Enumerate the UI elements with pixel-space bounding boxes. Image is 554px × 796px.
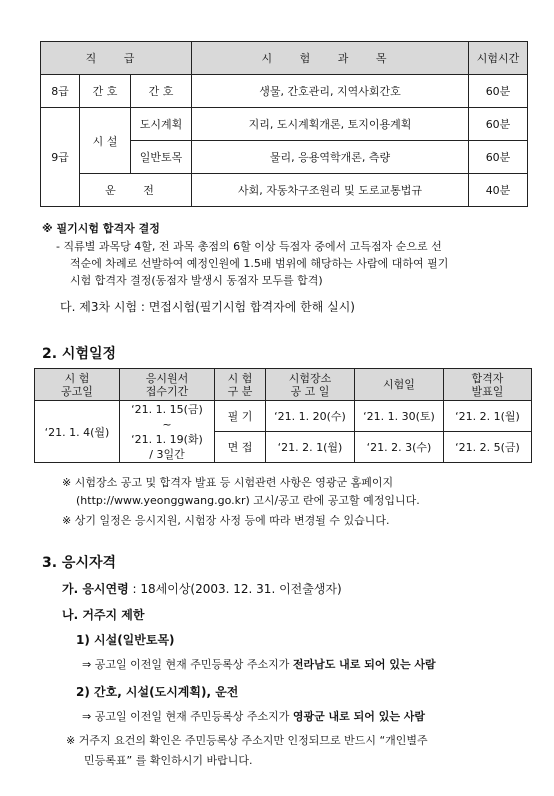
cell-time: 60분 — [469, 141, 528, 174]
residence-item-text: ⇒ 공고일 이전일 현재 주민등록상 주소지가 전라남도 내로 되어 있는 사람 — [82, 658, 436, 671]
cell-group: 시 설 — [80, 108, 131, 174]
table-row — [41, 174, 528, 207]
residence-item-title: 1) 시설(일반토목) — [76, 633, 175, 647]
table-row — [35, 401, 532, 432]
cell-field: 간 호 — [131, 75, 192, 108]
header-result-date: 합격자 발표일 — [444, 369, 532, 401]
cell-result-date: ‘21. 2. 5(금) — [444, 432, 532, 463]
cell-group: 운 전 — [80, 174, 192, 207]
cell-time: 60분 — [469, 108, 528, 141]
cell-result-date: ‘21. 2. 1(월) — [444, 401, 532, 432]
table-row — [41, 108, 528, 141]
table-row — [41, 75, 528, 108]
header-venue-date: 시험장소 공 고 일 — [266, 369, 355, 401]
residence-note: ※ 거주지 요건의 확인은 주민등록상 주소지만 인정되므로 반드시 “개인별주 — [66, 734, 428, 747]
cell-subjects: 지리, 도시계획개론, 토지이용계획 — [192, 108, 469, 141]
cell-venue-date: ‘21. 2. 1(월) — [266, 432, 355, 463]
header-notice-date: 시 험 공고일 — [35, 369, 120, 401]
cell-type: 면 접 — [215, 432, 266, 463]
cell-time: 60분 — [469, 75, 528, 108]
section-title-qualification: 3. 응시자격 — [42, 555, 117, 571]
cell-notice-date: ‘21. 1. 4(월) — [35, 401, 120, 463]
written-exam-note-line: 시험 합격자 결정(동점자 발생시 동점자 모두를 합격) — [70, 274, 323, 287]
cell-group: 간 호 — [80, 75, 131, 108]
cell-type: 필 기 — [215, 401, 266, 432]
header-type: 시 험 구 분 — [215, 369, 266, 401]
residence-item-title: 2) 간호, 시설(도시계획), 운전 — [76, 685, 239, 699]
third-exam-text: 다. 제3차 시험 : 면접시험(필기시험 합격자에 한해 실시) — [60, 300, 355, 314]
cell-time: 40분 — [469, 174, 528, 207]
schedule-note: ※ 상기 일정은 응시지원, 시험장 사정 등에 따라 변경될 수 있습니다. — [62, 514, 390, 527]
written-exam-note-title: ※ 필기시험 합격자 결정 — [42, 222, 160, 235]
written-exam-note-line: 적순에 차례로 선발하여 예정인원에 1.5배 범위에 해당하는 사람에 대하여 필기 — [70, 257, 449, 270]
header-exam-date: 시험일 — [355, 369, 444, 401]
residence-item-text: ⇒ 공고일 이전일 현재 주민등록상 주소지가 영광군 내로 되어 있는 사람 — [82, 710, 426, 723]
header-time: 시험시간 — [469, 42, 528, 75]
cell-grade: 9급 — [41, 108, 80, 207]
header-reception: 응시원서 접수기간 — [120, 369, 215, 401]
section-title-schedule: 2. 시험일정 — [42, 346, 117, 362]
cell-subjects: 사회, 자동차구조원리 및 도로교통법규 — [192, 174, 469, 207]
cell-reception-period: ‘21. 1. 15(금) ~ ‘21. 1. 19(화) / 3일간 — [120, 401, 215, 463]
schedule-note: ※ 시험장소 공고 및 합격자 발표 등 시험관련 사항은 영광군 홈페이지 — [62, 476, 394, 489]
exam-subject-table — [40, 41, 528, 207]
age-value: : 18세이상(2003. 12. 31. 이전출생자) — [128, 582, 342, 596]
written-exam-note-line: - 직류별 과목당 4할, 전 과목 총점의 6할 이상 득점자 중에서 고득점자 순으로 선 — [56, 240, 442, 253]
age-requirement — [62, 580, 342, 597]
table-header-row — [41, 42, 528, 75]
cell-exam-date: ‘21. 1. 30(토) — [355, 401, 444, 432]
header-grade: 직 급 — [41, 42, 192, 75]
cell-subjects: 생물, 간호관리, 지역사회간호 — [192, 75, 469, 108]
cell-field: 일반토목 — [131, 141, 192, 174]
cell-venue-date: ‘21. 1. 20(수) — [266, 401, 355, 432]
residence-heading: 나. 거주지 제한 — [62, 608, 145, 622]
table-header-row — [35, 369, 532, 401]
cell-exam-date: ‘21. 2. 3(수) — [355, 432, 444, 463]
residence-note: 민등록표” 를 확인하시기 바랍니다. — [84, 754, 253, 767]
cell-field: 도시계획 — [131, 108, 192, 141]
cell-grade: 8급 — [41, 75, 80, 108]
exam-schedule-table — [34, 368, 532, 463]
age-label: 가. 응시연령 — [62, 582, 129, 596]
cell-subjects: 물리, 응용역학개론, 측량 — [192, 141, 469, 174]
homepage-link[interactable]: (http://www.yeonggwang.go.kr) 고시/공고 란에 공고할 예정입니다. — [76, 494, 420, 507]
header-subjects: 시 험 과 목 — [192, 42, 469, 75]
